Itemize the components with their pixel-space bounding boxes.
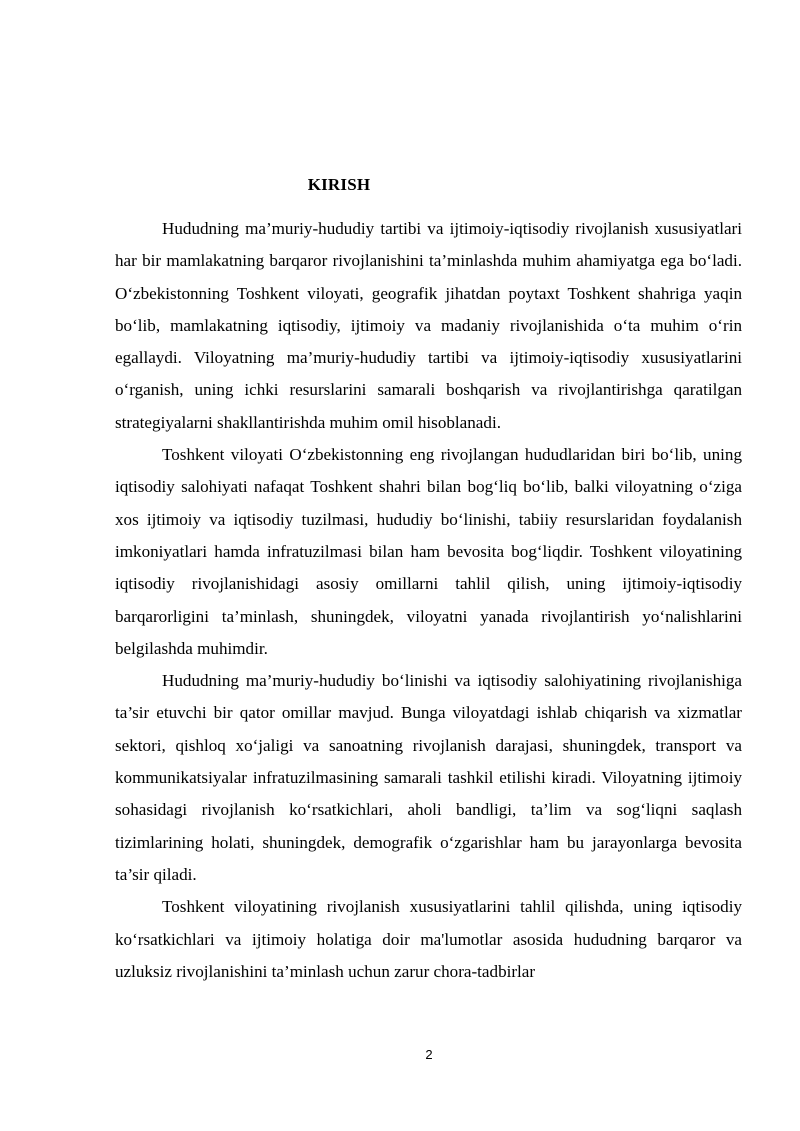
page-number: 2 xyxy=(425,1047,433,1062)
paragraph-2: Toshkent viloyati O‘zbekistonning eng rivojlangan hududlaridan biri bo‘lib, uning iqtisodiy salohiyati nafaqat Toshkent shahri bilan bog‘liq bo‘lib, balki viloyatning o‘ziga xos ijtimoiy va iqtisodiy tuzilmasi, hududiy bo‘linishi, tabiiy resurslaridan foydalanish imkoniyatlari hamda infratuzilmasi bilan ham bevosita bog‘liqdir. Toshkent viloyatining iqtisodiy rivojlanishidagi asosiy omillarni tahlil qilish, uning ijtimoiy-iqtisodiy barqarorligini ta’minlash, shuningdek, viloyatni yanada rivojlantirish yo‘nalishlarini belgilashda muhimdir. xyxy=(115,445,742,658)
paragraph-1: Hududning ma’muriy-hududiy tartibi va ijtimoiy-iqtisodiy rivojlanish xususiyatlari har bir mamlakatning barqaror rivojlanishini ta’minlashda muhim ahamiyatga ega bo‘ladi. O‘zbekistonning Toshkent viloyati, geografik jihatdan poytaxt Toshkent shahriga yaqin bo‘lib, mamlakatning iqtisodiy, ijtimoiy va madaniy rivojlanishida o‘ta muhim o‘rin egallaydi. Viloyatning ma’muriy-hududiy tartibi va ijtimoiy-iqtisodiy xususiyatlarini o‘rganish, uning ichki resurslarini samarali boshqarish va rivojlantirishga qaratilgan strategiyalarni shakllantirishda muhim omil hisoblanadi. xyxy=(115,219,742,432)
paragraph-3: Hududning ma’muriy-hududiy bo‘linishi va iqtisodiy salohiyatining rivojlanishiga ta’sir etuvchi bir qator omillar mavjud. Bunga viloyatdagi ishlab chiqarish va xizmatlar sektori, qishloq xo‘jaligi va sanoatning rivojlanish darajasi, shuningdek, transport va kommunikatsiyalar infratuzilmasining samarali tashkil etilishi kiradi. Viloyatning ijtimoiy sohasidagi rivojlanish ko‘rsatkichlari, aholi bandligi, ta’lim va sog‘liqni saqlash tizimlarining holati, shuningdek, demografik o‘zgarishlar ham bu jarayonlarga bevosita ta’sir qiladi. xyxy=(115,671,742,884)
paragraph-4: Toshkent viloyatining rivojlanish xususiyatlarini tahlil qilishda, uning iqtisodiy ko‘rsatkichlari va ijtimoiy holatiga doir ma'lumotlar asosida hududning barqaror va uzluksiz rivojlanishini ta’minlash uchun zarur chora-tadbirlar xyxy=(115,897,742,981)
section-heading: KIRISH xyxy=(307,175,371,194)
body-text xyxy=(115,213,742,988)
